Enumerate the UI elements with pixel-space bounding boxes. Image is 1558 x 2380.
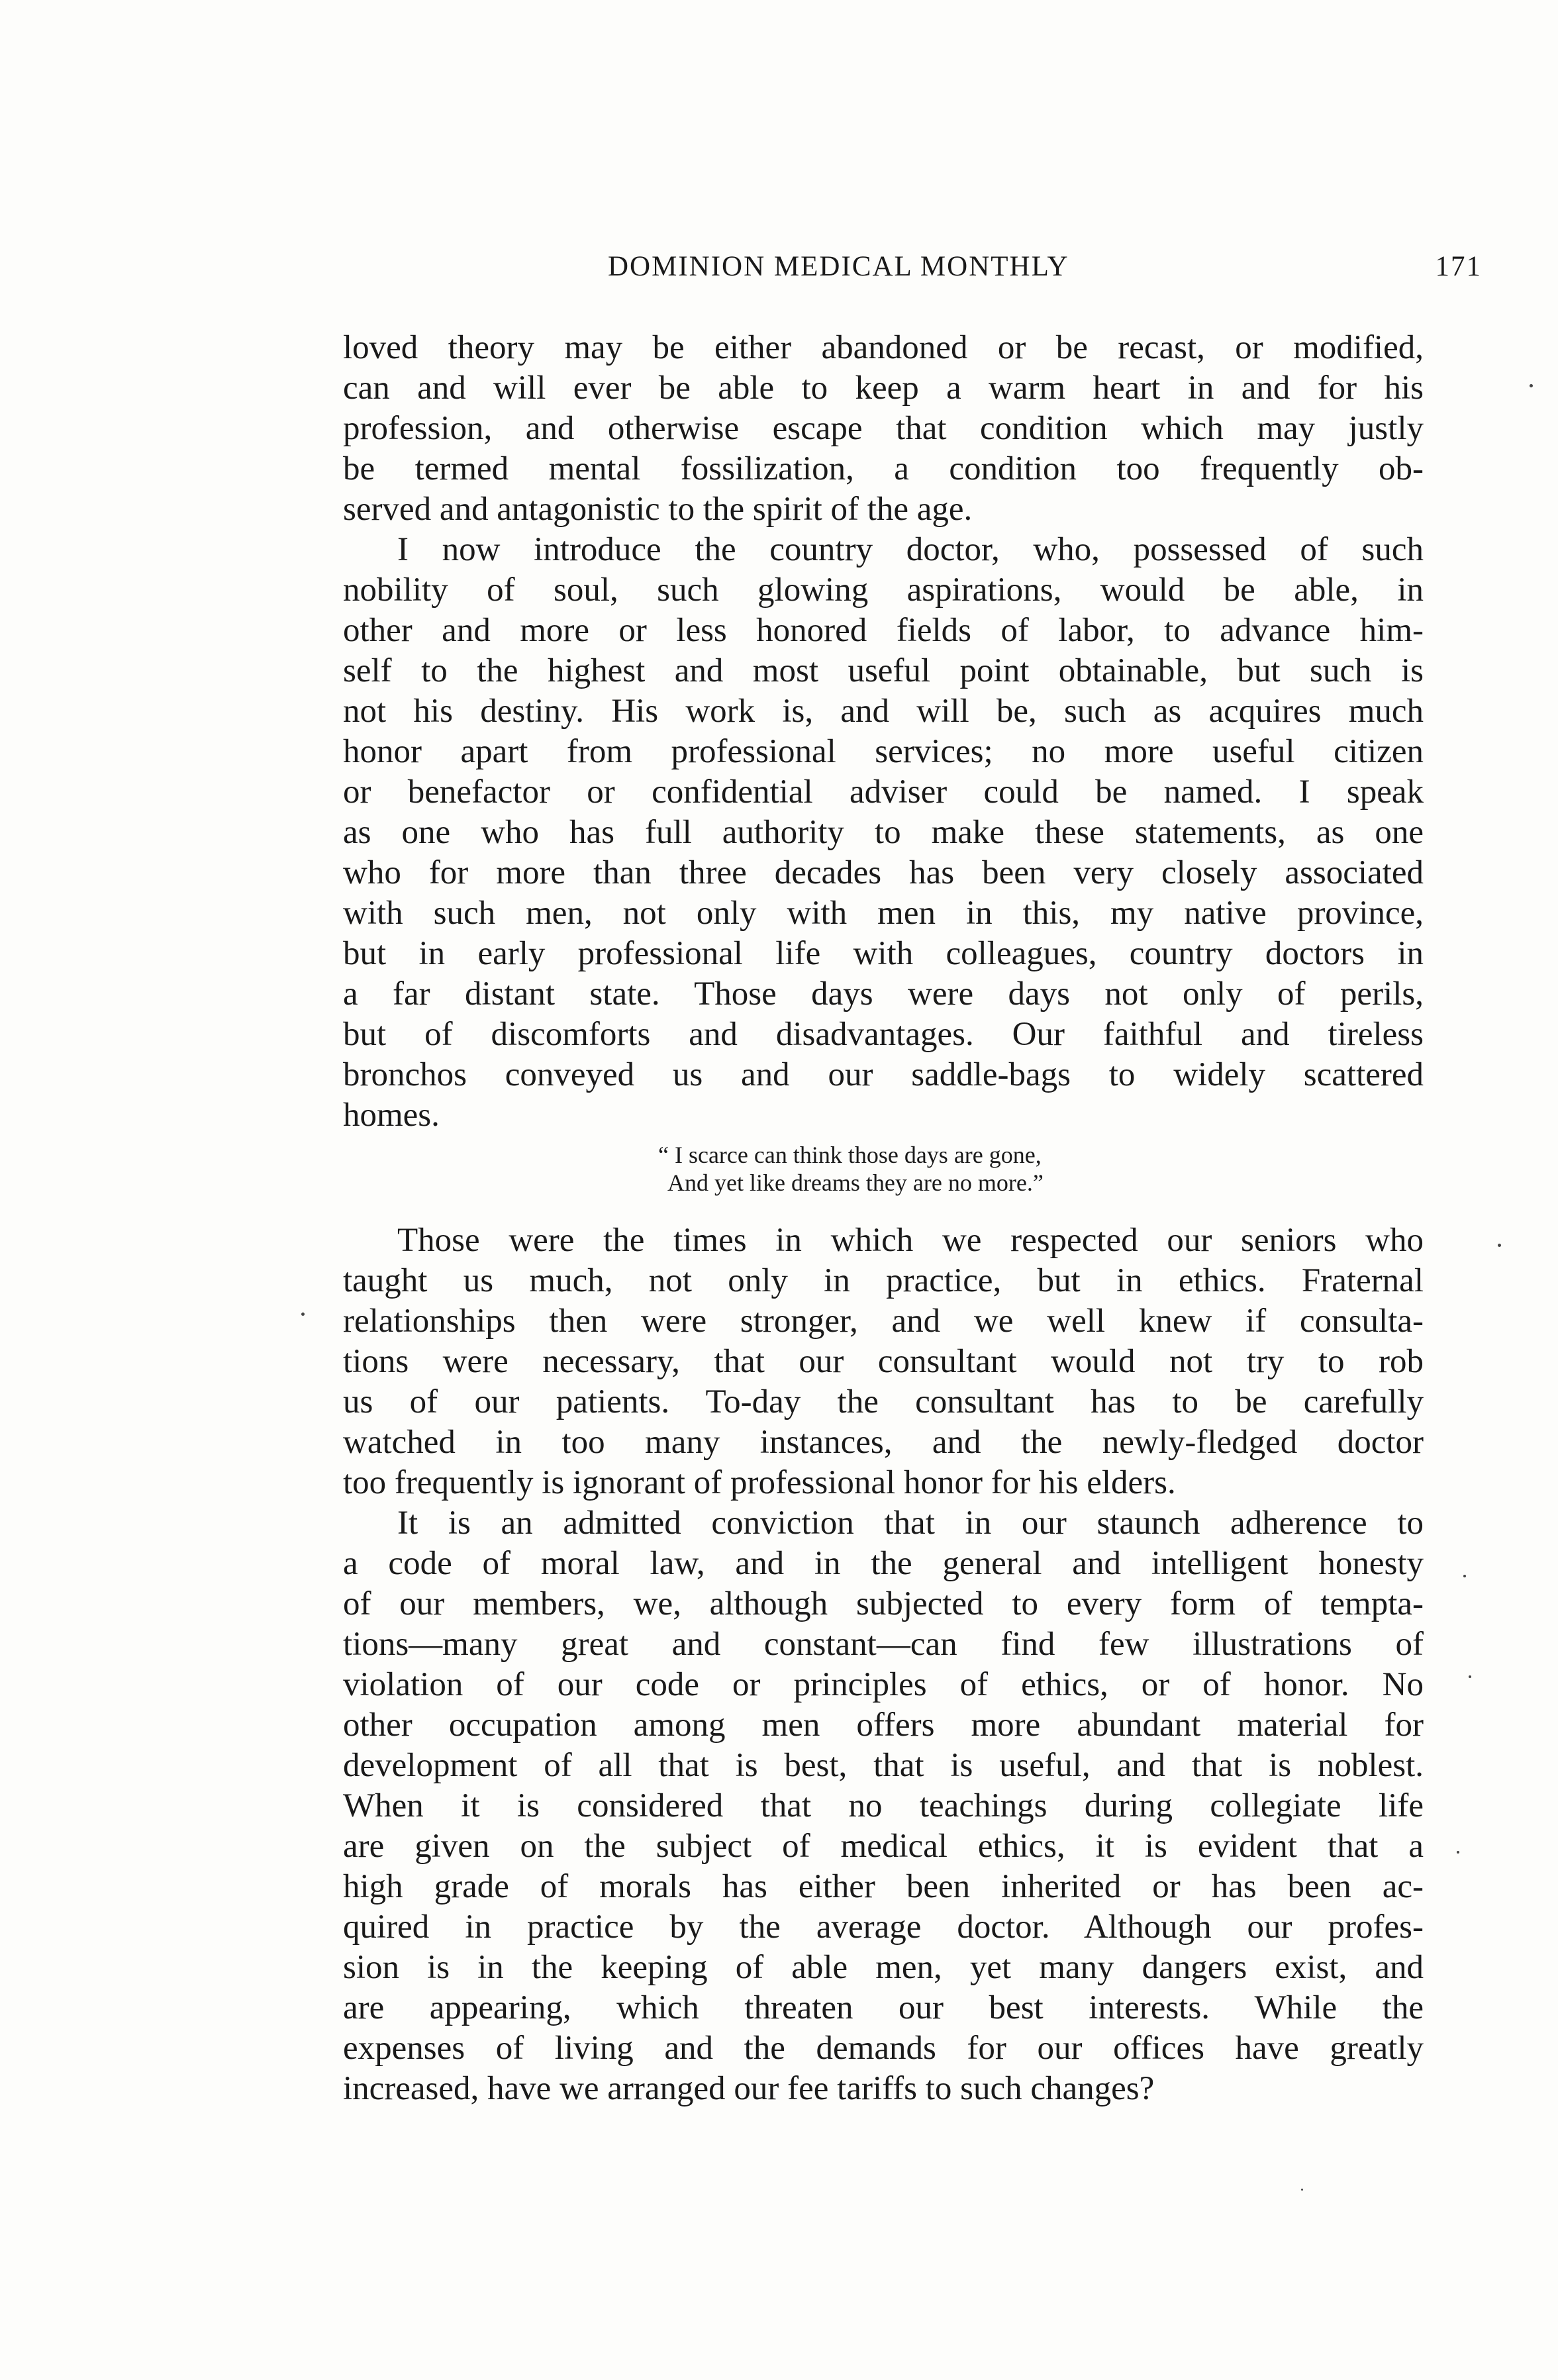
text-line: other occupation among men offers more abundant material for (343, 1707, 1424, 1744)
text-line: nobility of soul, such glowing aspirations, would be able, in (343, 571, 1424, 609)
text-line: self to the highest and most useful point obtainable, but such is (343, 652, 1424, 689)
text-line: loved theory may be either abandoned or be recast, or modified, (343, 329, 1424, 366)
text-line: be termed mental fossilization, a condition too frequently ob- (343, 450, 1424, 487)
text-line: violation of our code or principles of ethics, or of honor. No (343, 1666, 1424, 1703)
text-line: as one who has full authority to make these statements, as one (343, 814, 1424, 851)
text-line: a far distant state. Those days were days not only of perils, (343, 975, 1424, 1013)
text-line: homes. (343, 1097, 440, 1134)
text-line: who for more than three decades has been very closely associated (343, 854, 1424, 891)
text-line: can and will ever be able to keep a warm heart in and for his (343, 370, 1424, 407)
text-line: tions—many great and constant—can find few illustrations of (343, 1626, 1424, 1663)
text-line: sion is in the keeping of able men, yet many dangers exist, and (343, 1949, 1424, 1986)
text-line: It is an admitted conviction that in our staunch adherence to (397, 1505, 1424, 1542)
text-line: or benefactor or confidential adviser could be named. I speak (343, 773, 1424, 811)
text-line: increased, have we arranged our fee tariffs to such changes? (343, 2070, 1155, 2107)
text-line: expenses of living and the demands for our offices have greatly (343, 2030, 1424, 2067)
verse-line: “ I scarce can think those days are gone, (658, 1142, 1042, 1168)
text-line: watched in too many instances, and the newly-fledged doctor (343, 1424, 1424, 1461)
text-line: When it is considered that no teachings during collegiate life (343, 1787, 1424, 1824)
text-line: bronchos conveyed us and our saddle-bags to widely scattered (343, 1056, 1424, 1093)
text-line: profession, and otherwise escape that condition which may justly (343, 410, 1424, 447)
text-line: taught us much, not only in practice, but in ethics. Fraternal (343, 1262, 1424, 1299)
text-line: honor apart from professional services; no more useful citizen (343, 733, 1424, 770)
text-line: but of discomforts and disadvantages. Our faithful and tireless (343, 1016, 1424, 1053)
text-line: other and more or less honored fields of labor, to advance him- (343, 612, 1424, 649)
text-line: of our members, we, although subjected to every form of tempta- (343, 1585, 1424, 1622)
text-line: with such men, not only with men in this, my native province, (343, 895, 1424, 932)
text-line: not his destiny. His work is, and will be, such as acquires much (343, 693, 1424, 730)
text-line: Those were the times in which we respected our seniors who (397, 1222, 1424, 1259)
text-line: I now introduce the country doctor, who, possessed of such (397, 531, 1424, 568)
text-line: a code of moral law, and in the general and intelligent honesty (343, 1545, 1424, 1582)
text-line: high grade of morals has either been inherited or has been ac- (343, 1868, 1424, 1905)
scan-speck (1457, 1851, 1459, 1854)
text-line: served and antagonistic to the spirit of the age. (343, 491, 973, 528)
scan-speck (1301, 2189, 1303, 2191)
scan-speck (301, 1313, 305, 1316)
verse-line: And yet like dreams they are no more.” (667, 1169, 1044, 1196)
text-line: too frequently is ignorant of professional honor for his elders. (343, 1464, 1176, 1501)
scan-speck (1530, 384, 1533, 387)
text-line: development of all that is best, that is useful, and that is noblest. (343, 1747, 1424, 1784)
text-line: us of our patients. To-day the consultant has to be carefully (343, 1383, 1424, 1420)
scan-speck (1498, 1244, 1501, 1247)
scan-speck (1463, 1575, 1466, 1577)
scan-speck (1469, 1675, 1471, 1678)
text-line: relationships then were stronger, and we well knew if consulta- (343, 1303, 1424, 1340)
text-line: quired in practice by the average doctor. Although our profes- (343, 1909, 1424, 1946)
text-line: tions were necessary, that our consultant would not try to rob (343, 1343, 1424, 1380)
text-line: are given on the subject of medical ethics, it is evident that a (343, 1828, 1424, 1865)
journal-title: DOMINION MEDICAL MONTHLY (608, 251, 1069, 282)
page-number: 171 (1435, 251, 1482, 282)
text-line: but in early professional life with colleagues, country doctors in (343, 935, 1424, 972)
text-line: are appearing, which threaten our best interests. While the (343, 1989, 1424, 2026)
